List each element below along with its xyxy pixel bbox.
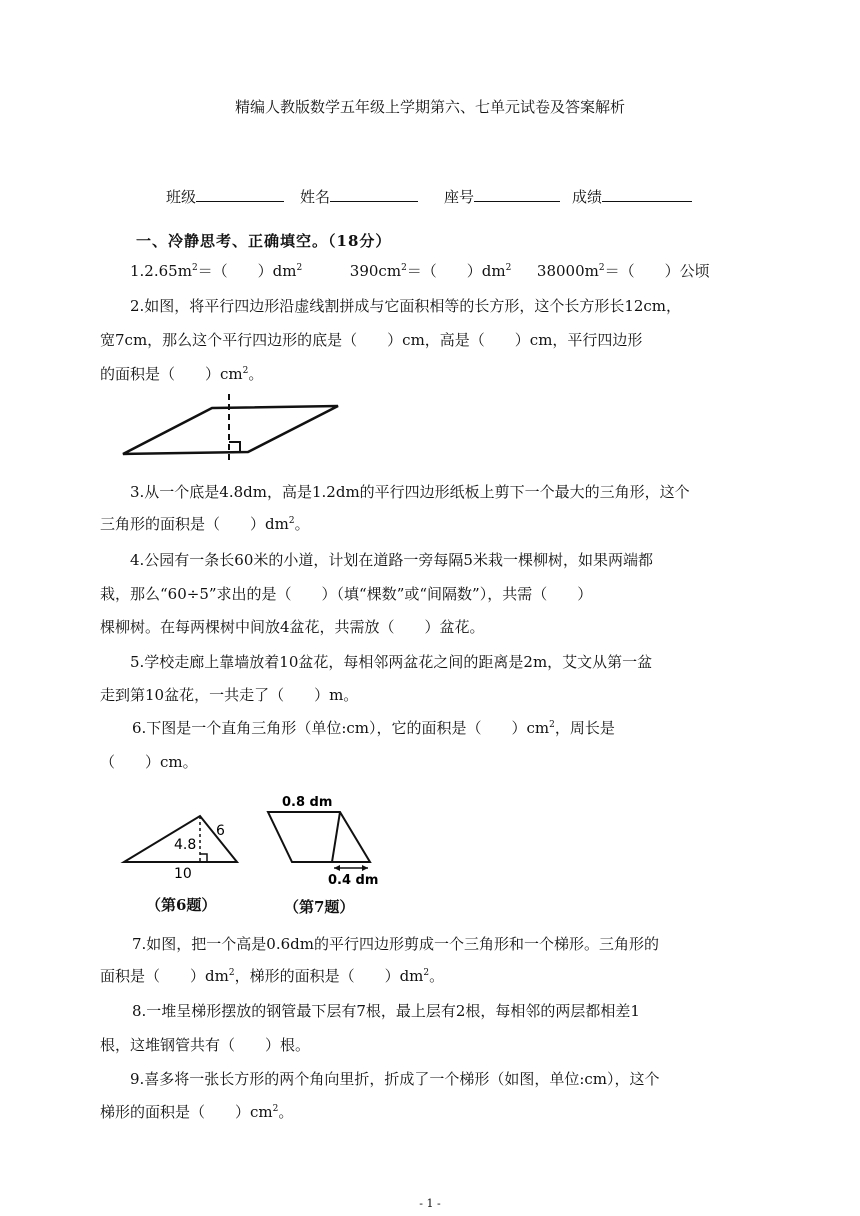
question-8-line-1: 8.一堆呈梯形摆放的钢管最下层有7根，最上层有2根，每相邻的两层都相差1 — [132, 1002, 640, 1020]
class-blank — [196, 187, 284, 202]
q6-text-b: ，周长是 — [554, 719, 615, 737]
parallelogram-shape — [268, 812, 370, 862]
superscript: 2 — [549, 720, 555, 730]
q1-part-f: ＝（ ）公顷 — [604, 262, 710, 280]
superscript: 2 — [191, 263, 198, 273]
superscript: 2 — [272, 1104, 279, 1114]
q9-text: 梯形的面积是（ ）cm — [100, 1103, 273, 1121]
superscript: 2 — [505, 263, 512, 273]
bottom-length-label: 0.4 dm — [328, 873, 379, 888]
superscript: 2 — [296, 263, 303, 273]
seat-blank — [474, 187, 560, 202]
question-4-line-3: 棵柳树。在每两棵树中间放4盆花，共需放（ ）盆花。 — [100, 618, 485, 636]
q1-part-b: ＝（ ）dm — [197, 262, 297, 280]
q1-part-a: 1.2.65m — [130, 262, 192, 280]
score-blank — [602, 187, 692, 202]
triangle-figure — [116, 802, 252, 882]
name-label: 姓名 — [300, 188, 331, 206]
cut-parallelogram-figure — [262, 790, 382, 890]
name-blank — [330, 187, 418, 202]
page-title: 精编人教版数学五年级上学期第六、七单元试卷及答案解析 — [234, 98, 625, 116]
top-length-label: 0.8 dm — [282, 795, 333, 810]
q1-part-d: ＝（ ）dm — [406, 262, 506, 280]
superscript: 2 — [401, 263, 407, 273]
question-5-line-1: 5.学校走廊上靠墙放着10盆花，每相邻两盆花之间的距离是2m，艾文从第一盆 — [130, 653, 653, 671]
q7-text-a: 面积是（ ）dm — [100, 967, 229, 985]
seat-label: 座号 — [444, 188, 475, 206]
question-5-line-2: 走到第10盆花，一共走了（ ）m。 — [100, 686, 359, 704]
cut-line — [332, 812, 340, 862]
period: 。 — [429, 967, 445, 985]
q1-part-e: 38000m — [536, 262, 599, 280]
score-label: 成绩 — [572, 188, 603, 206]
question-3-line-1: 3.从一个底是4.8dm，高是1.2dm的平行四边形纸板上剪下一个最大的三角形，这个 — [130, 483, 690, 501]
page-number: - 1 - — [419, 1197, 441, 1210]
question-7-line-2 — [100, 966, 444, 986]
right-angle-mark — [200, 854, 207, 862]
base-label: 10 — [174, 866, 192, 882]
question-9-line-2 — [100, 1102, 293, 1122]
arrow-head — [334, 865, 340, 871]
question-2-line-1: 2.如图，将平行四边形沿虚线割拼成与它面积相等的长方形，这个长方形长12cm， — [130, 297, 682, 315]
q3-text: 三角形的面积是（ ）dm — [100, 515, 289, 533]
period: 。 — [294, 515, 310, 533]
period: 。 — [248, 365, 264, 383]
class-label: 班级 — [166, 188, 197, 206]
question-8-line-2: 根，这堆钢管共有（ ）根。 — [100, 1036, 311, 1054]
question-2-line-2: 宽7cm，那么这个平行四边形的底是（ ）cm，高是（ ）cm，平行四边形 — [100, 331, 643, 349]
name-field — [300, 186, 418, 207]
question-3-line-2 — [100, 514, 310, 534]
section-heading: 一、冷静思考、正确填空。（18分） — [136, 232, 392, 250]
class-field — [166, 186, 284, 207]
figure-7-caption: （第7题） — [284, 898, 355, 916]
q1-part-c: 390cm — [349, 262, 402, 280]
parallelogram-shape — [123, 406, 338, 454]
q6-text: 6.下图是一个直角三角形（单位:cm），它的面积是（ ）cm — [132, 719, 550, 737]
superscript: 2 — [228, 968, 235, 978]
side-label: 6 — [216, 823, 225, 839]
superscript: 2 — [598, 263, 605, 273]
question-4-line-1: 4.公园有一条长60米的小道，计划在道路一旁每隔5米栽一棵柳树，如果两端都 — [130, 551, 653, 569]
question-9-line-1: 9.喜多将一张长方形的两个角向里折，折成了一个梯形（如图，单位:cm），这个 — [130, 1070, 660, 1088]
height-label: 4.8 — [174, 837, 197, 853]
question-6-line-2: （ ）cm。 — [100, 753, 198, 771]
question-4-line-2: 栽，那么“60÷5”求出的是（ ）（填“棵数”或“间隔数”），共需（ ） — [100, 585, 593, 603]
superscript: 2 — [423, 968, 430, 978]
q2-text: 的面积是（ ）cm — [100, 365, 243, 383]
parallelogram-figure — [118, 392, 348, 468]
score-field — [572, 186, 692, 207]
superscript: 2 — [242, 366, 249, 376]
question-1 — [130, 261, 710, 281]
question-6-line-1 — [132, 718, 615, 738]
figure-6-caption: （第6题） — [146, 896, 217, 914]
superscript: 2 — [288, 516, 295, 526]
question-7-line-1: 7.如图，把一个高是0.6dm的平行四边形剪成一个三角形和一个梯形。三角形的 — [132, 935, 659, 953]
period: 。 — [278, 1103, 294, 1121]
q7-text-b: ，梯形的面积是（ ）dm — [234, 967, 424, 985]
question-2-line-3 — [100, 364, 263, 384]
arrow-head — [362, 865, 368, 871]
seat-field — [444, 186, 560, 207]
